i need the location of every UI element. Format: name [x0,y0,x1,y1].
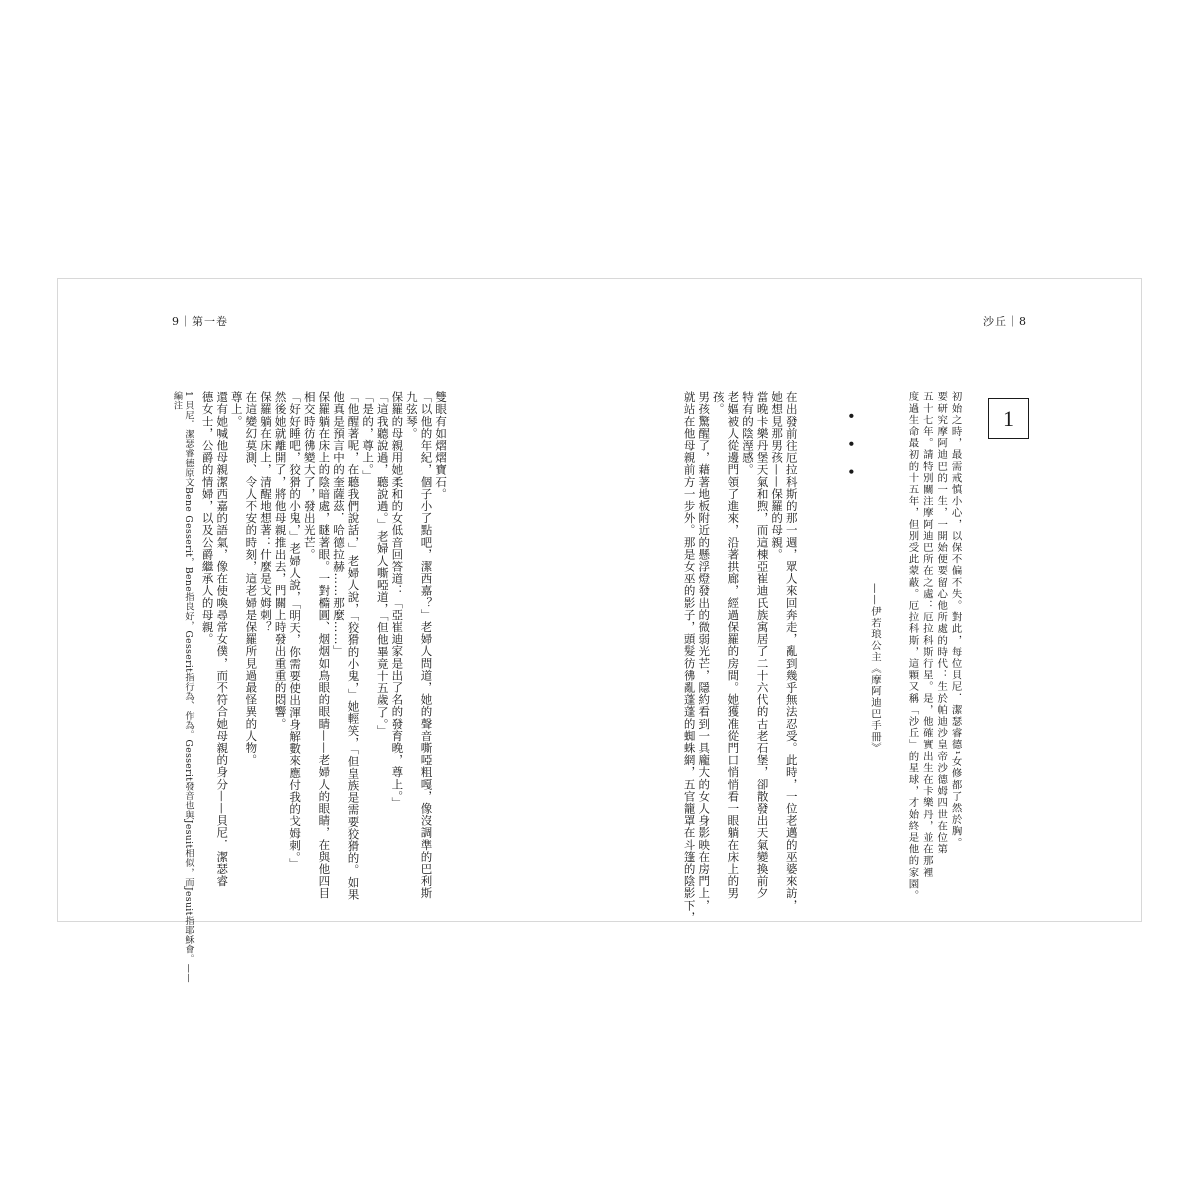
footnote-line: 1 貝尼．潔瑟睿德原文Bene Gesserit，Bene指良好，Gesserit指行為、作為。Gesserit發音也與Jesuit相似，而Jesuit指耶穌會。—— [183,391,194,983]
body-line: 「是的，尊上。」 [361,391,376,483]
body-line: 保羅的母親用她柔和的女低音回答道：「亞崔迪家是出了名的發育晚，尊上。」 [390,391,405,809]
body-line: 雙眼有如熠熠寶石。 [434,391,449,500]
body-line: 保羅躺在床上，清醒地想著：什麼是戈姆刺？ [258,391,273,633]
epigraph [903,391,962,902]
body-line: 「他醒著呢，在聽我們說話，」老婦人說，「狡猾的小鬼，」她輕笑，「但皇族是需要狡猾的。如果 [346,391,361,901]
body-line: 「這我聽說過，聽說過。」老婦人嘶啞道，「但他畢竟十五歲了。」 [375,391,390,737]
body-line: 然後她就離開了，將他母親推出去，門關上時發出重重的悶響。 [273,391,288,730]
footnote [170,391,194,983]
epigraph-line: 五十七年。請特別關注摩阿迪巴所在之處：厄拉科斯行星。是，他確實出生在卡樂丹，並在那裡 [920,391,933,879]
body-line: 就站在他母親前方一步外。那是女巫的影子，頭髮彷彿亂蓬蓬的蜘蛛網，五官籠罩在斗篷的陰影下， [682,391,697,924]
body-line: 男孩驚醒了，藉著地板附近的懸浮燈發出的微弱光芒，隱約看到一具龐大的女人身影映在房門上， [697,391,712,912]
body-line: 特有的陰溼感。 [740,391,755,476]
book-spread [57,278,1142,983]
body-line: 她想見那男孩——保羅的母親。 [770,391,785,561]
left-page-body [198,391,449,901]
body-line: 當晚卡樂丹堡天氣和煦，而這棟亞崔迪氏族寓居了二十六代的古老石堡，卻散發出天氣變換前夕 [755,391,770,900]
body-line: 九弦琴。 [404,391,419,440]
footnote-line: 編注 [171,391,183,411]
left-page-folio: 9｜第一卷 [172,315,228,328]
right-page-folio: 沙丘｜8 [983,315,1027,328]
epigraph-line: 初始之時，最需戒慎小心，以保不偏不失。對此，每位貝尼．潔瑟睿德¹女修都了然於胸。 [949,391,962,849]
body-line: 德女士，公爵的情婦，以及公爵繼承人的母親。 [200,391,215,646]
body-line: 孩。 [711,391,726,416]
body-line: 在這變幻莫測、令人不安的時刻，這老婦是保羅所見過最怪異的人物。 [244,391,259,767]
right-page-body [680,391,799,924]
body-line: 還有她喊他母親潔西嘉的語氣，像在使喚尋常女僕，而不符合她母親的身分——貝尼．潔瑟睿 [215,391,230,888]
chapter-number: 1 [1003,405,1014,431]
epigraph-attribution: ——伊若琅公主《摩阿迪巴手冊》 [869,583,881,754]
body-line: 尊上。 [229,391,244,428]
body-line: 「好好睡吧，狡猾的小鬼，」老婦人說，「明天，你需要使出渾身解數來應付我的戈姆刺。」 [288,391,303,870]
epigraph-line: 要研究摩阿迪巴的一生，一開始便要留心他所處的時代：生於帕迪沙皇帝沙德姆四世在位第 [935,391,948,855]
chapter-number-box [988,398,1029,439]
epigraph-line: 度過生命最初的十五年，但別受此蒙蔽。厄拉科斯，這顆又稱「沙丘」的星球，才始終是他的家園。 [906,391,919,902]
body-line: 老嫗被人從邊門領了進來，沿著拱廊，經過保羅的房間。她獲准從門口悄悄看一眼躺在床上的男 [726,391,741,900]
body-line: 「以他的年紀，個子小了點吧，潔西嘉？」老婦人問道，她的聲音嘶啞粗嘎，像沒調準的巴利斯 [419,391,434,900]
body-line: 在出發前往厄拉科斯的那一週，眾人來回奔走，亂到幾乎無法忍受。此時，一位老邁的巫婆來訪， [784,391,799,912]
body-line: 他真是預言中的奎薩茲．哈德拉赫……那麼……」 [331,391,346,658]
body-line: 保羅躺在床上的陰暗處，瞇著眼。一對橢圓、烟烟如鳥眼的眼睛——老婦人的眼睛，在與他四目 [317,391,332,900]
section-break-dots: • • • [844,412,858,484]
body-line: 相交時彷彿變大了，發出光芒。 [302,391,317,561]
